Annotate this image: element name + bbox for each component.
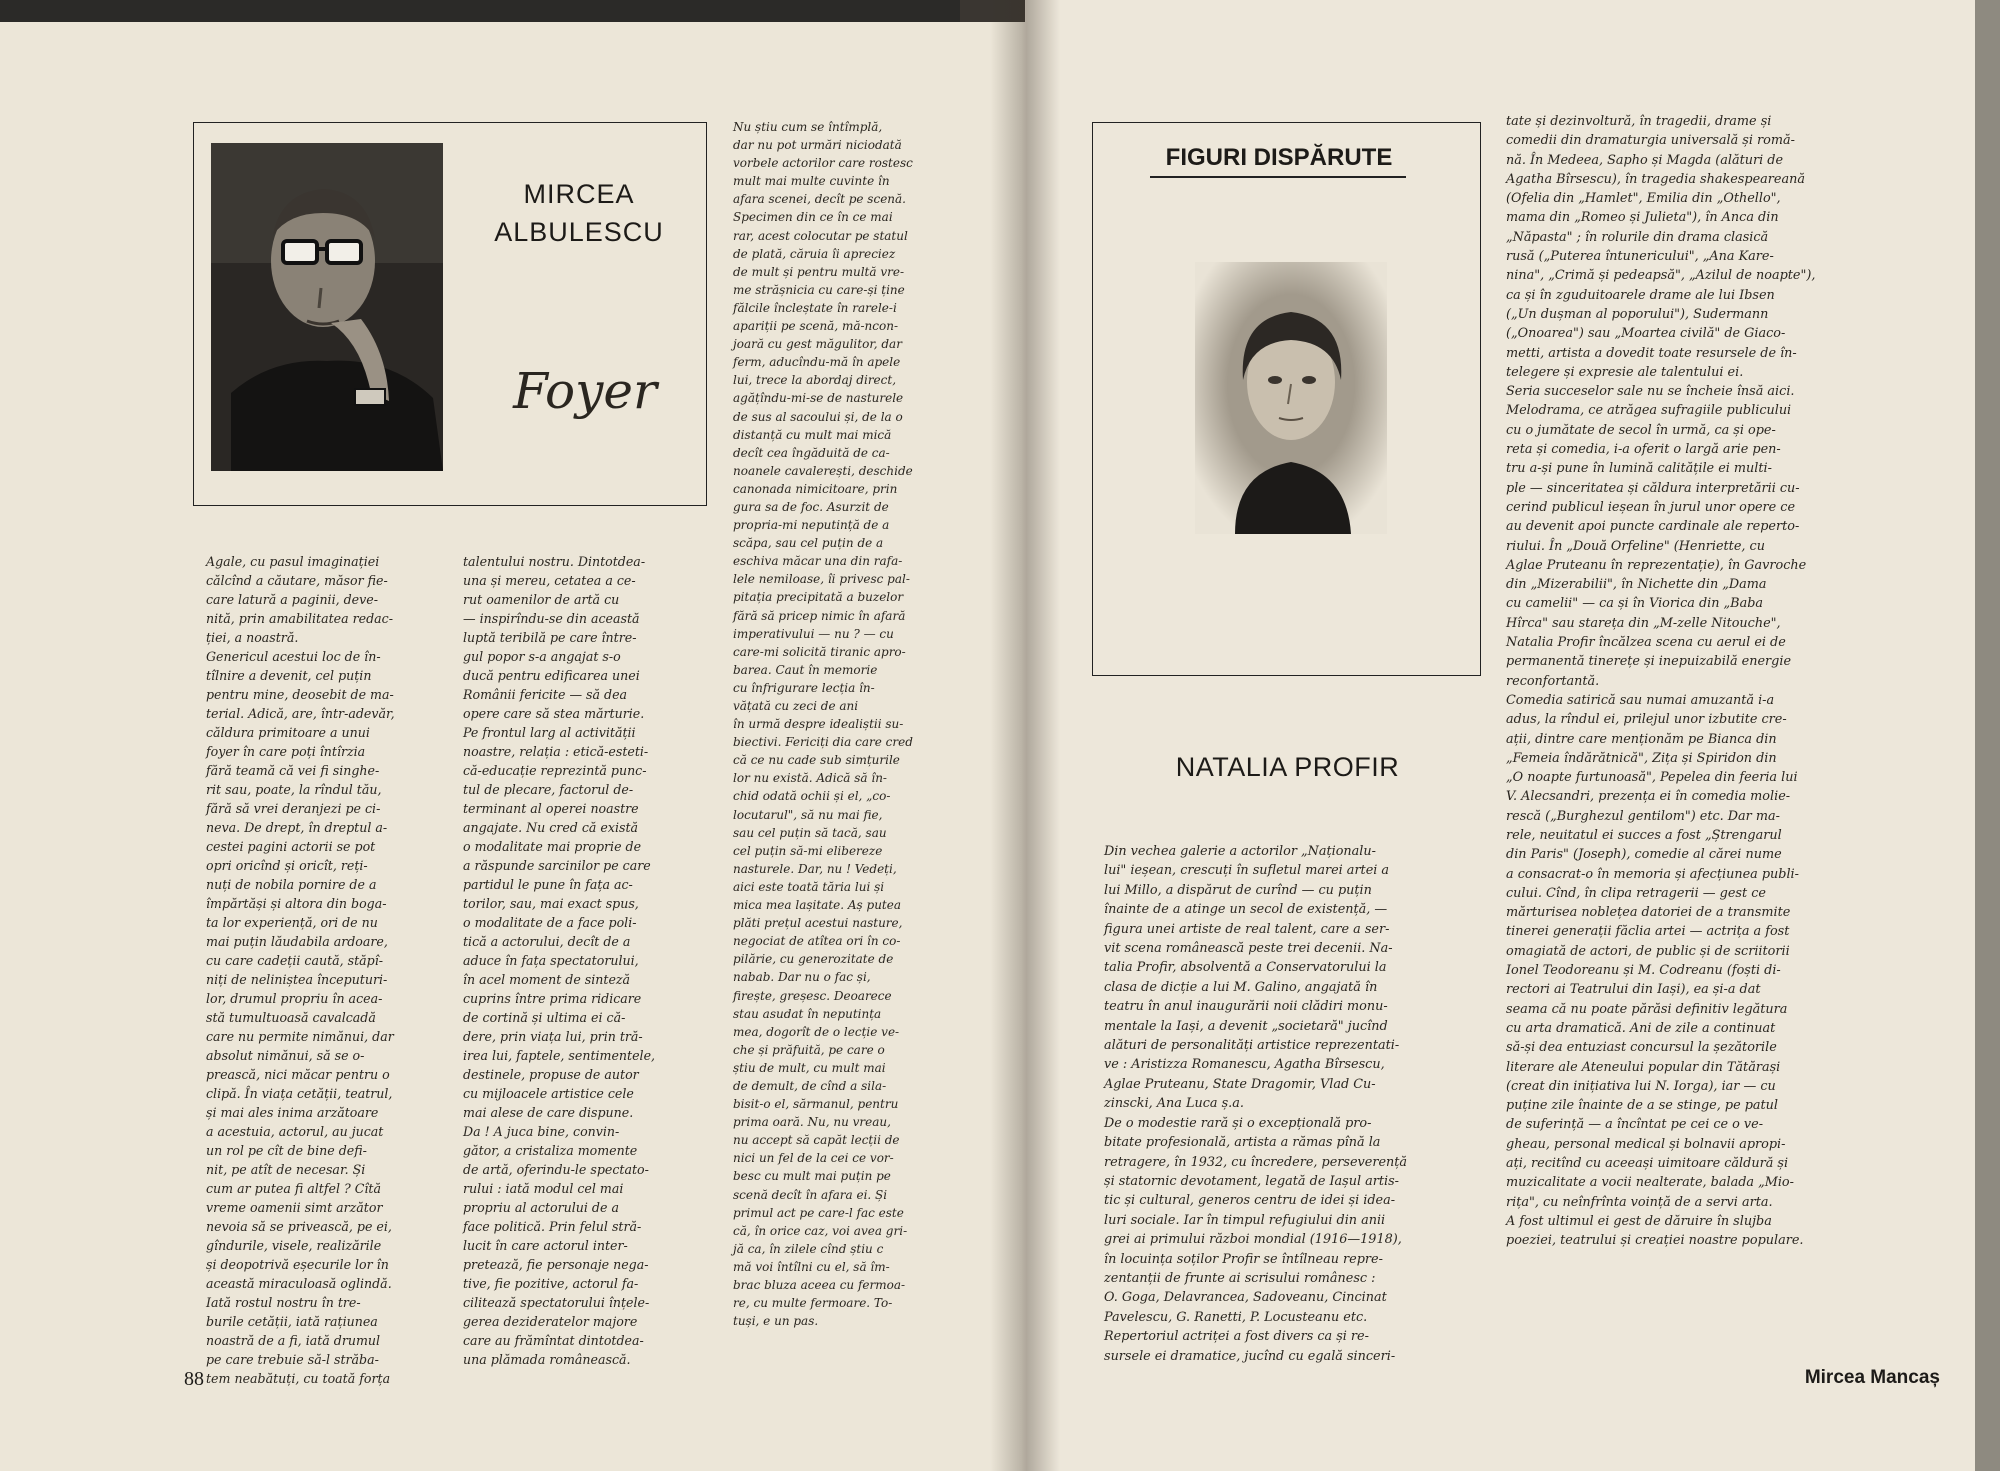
feature-title: Foyer — [513, 362, 657, 420]
page-gutter — [990, 0, 1060, 1471]
portrait-illustration — [211, 143, 443, 471]
actor-name: MIRCEA ALBULESCU — [494, 179, 664, 247]
author-signature: Mircea Mancaș — [1804, 1367, 1940, 1388]
page-edge — [1975, 0, 2000, 1471]
obituary-column-1: Din vechea galerie a actorilor „Naționalu- lui" ieșean, crescuți în sufletul marei artei a lui Millo, a dispărut de curînd — cu puțin înainte de a atinge un secol de existență, — figura unei artiste de real talent, care a ser- vit scena românească peste trei decenii. Na- talia Profir, absolventă a Conservatorului la clasa de dicție a lui M. Galino, angajată în teatru în anul inaugurării noii clădiri monu- mentale la Iași, a devenit „societară" jucînd alături de personalități artistice reprezentati- ve : Aristizza Romanescu, Agatha Bîrsescu, Aglae Pruteanu, State Dragomir, Vlad Cu- zinscki, Ana Luca ș.a. De o modestie rară și o excepțională pro- bitate profesională, artista a rămas pînă la retragere, în 1932, cu încredere, perseverență și statornic devotament, legată de Iașul artis- tic și cultural, generos centru de idei și idea- luri sociale. Iar în timpul refugiului din anii grei ai primului război mondial (1916—1918), în locuința soților Profir se întîlneau repre- zentanții de frunte ai scrisului românesc : O. Goga, Delavrancea, Sadoveanu, Cincinat Pavelescu, G. Ranetti, P. Locusteanu etc. Repertoriul actriței a fost divers ca și re- sursele ei dramatice, jucînd cu egală sinceri- — [1104, 844, 1408, 1364]
heading-underline — [1150, 176, 1406, 178]
article-column-2: talentului nostru. Dintotdea- una și mereu, cetatea a ce- rut oamenilor de artă cu — inspirîndu-se din această luptă teribilă pe care între- gul popor s-a angajat s-o ducă pentru edificarea unei Românii fericite — să dea opere care să stea mărturie. Pe frontul larg al activității noastre, relația : etică-esteti- că-educație reprezintă punc- tul de plecare, factorul de- terminant al operei noastre angajate. Nu cred că există o modalitate mai proprie de a răspunde sarcinilor pe care partidul le pune în fața ac- torilor, sau, mai exact spus, o modalitate de a face poli- tică a actorului, decît de a aduce în fața spectatorului, în acel moment de sinteză cuprins între prima ridicare de cortină și ultima ei că- dere, prin viața lui, prin tră- irea lui, faptele, sentimentele, destinele, propuse de autor cu mijloacele artistice cele mai alese de care dispune. Da ! A juca bine, convin- gător, a cristaliza momente de artă, oferindu-le spectato- rului : iată modul cel mai propriu al actorului de a face politică. Prin felul stră- lucit în care actorul inter- pretează, fie personaje nega- tive, fie pozitive, actorul fa- cilitează spectatorului înțele- gerea dezideratelor majore care au frămîntat dintotdea- una plămada românească. — [463, 554, 656, 1367]
portrait-photo-profir — [1195, 262, 1387, 534]
page-number: 88 — [184, 1368, 204, 1390]
portrait-photo-albulescu — [211, 143, 443, 471]
book-cover-edge — [0, 0, 960, 24]
portrait-illustration — [1195, 262, 1387, 534]
article-column-3: Nu știu cum se întîmplă, dar nu pot urmări niciodată vorbele actorilor care rostesc mult mai multe cuvinte în afara scenei, decît pe scenă. Specimen din ce în ce mai rar, acest colocutar pe statul de plată, căruia îi apreciez de mult și pentru multă vre- me strășnicia cu care-și ține fălcile încleștate în rarele-i apariții pe scenă, mă-ncon- joară cu gest măgulitor, dar ferm, aducîndu-mă în apele lui, trece la abordaj direct, agățîndu-mi-se de nasturele de sus al sacoului și, de la o distanță cu mult mai mică decît cea îngăduită de ca- noanele cavalerești, deschide canonada nimicitoare, prin gura sa de foc. Asurzit de propria-mi neputință de a scăpa, sau cel puțin de a eschiva măcar una din rafa- lele nemiloase, îi privesc pal- pitația precipitată a buzelor fără să pricep nimic în afară imperativului — nu ? — cu care-mi solicită tiranic apro- barea. Caut în memorie cu înfrigurare lecția în- vățată cu zeci de ani în urmă despre idealiștii su- biectivi. Fericiți dia care cred că ce nu cade sub simțurile lor nu există. Adică să în- chid odată ochii și el, „co- locutarul", să nu mai fie, sau cel puțin să tacă, sau cel puțin să-mi elibereze nasturele. Dar, nu ! Vedeți, aici este toată tăria lui și mica mea lașitate. Aș putea plăti prețul acestui nasture, negociat de atîtea ori în co- pilărie, cu generozitate de nabab. Dar nu o fac și, firește, greșesc. Deoarece stau asudat în neputința mea, dogorît de o lecție ve- che și prăfuită, pe care o știu de mult, cu mult mai de demult, de cînd a sila- bisit-o el, sărmanul, pentru prima oară. Nu, nu vreau, nu accept să capăt lecții de nici un fel de la cei ce vor- besc cu mult mai puțin pe scenă decît în afara ei. Și primul act pe care-l fac este că, în orice caz, voi avea gri- jă ca, în zilele cînd știu c mă voi întîlni cu el, să îm- brac bluza aceea cu fermoa- re, cu multe fermoare. To- tuși, e un pas. — [733, 120, 913, 1329]
obituary-name: NATALIA PROFIR — [1175, 752, 1400, 782]
article-column-1: Agale, cu pasul imaginației călcînd a căutare, măsor fie- care latură a paginii, deve- nită, prin amabilitatea redac- ției, a noastră. Genericul acestui loc de în- tîlnire a devenit, cel puțin pentru mine, deosebit de ma- terial. Adică, are, într-adevăr, căldura primitoare a unui foyer în care poți întîrzia fără teamă că vei fi singhe- rit sau, poate, la rîndul tău, fără să vrei deranjezi pe ci- neva. De drept, în dreptul a- cestei pagini actorii se pot opri oricînd și oricît, reți- nuți de nobila pornire de a împărtăși și altora din boga- ta lor experiență, ori de nu mai puțin lăudabila ardoare, cu care cadeții caută, stăpî- niți de neliniștea începuturi- lor, drumul propriu în acea- stă tumultuoasă cavalcadă care nu permite nimănui, dar absolut nimănui, să se o- prească, nici măcar pentru o clipă. În viața cetății, teatrul, și mai ales inima arzătoare a acestuia, actorul, au jucat un rol pe cît de bine defi- nit, pe atît de necesar. Și cum ar putea fi altfel ? Cîtă vreme oamenii simt arzător nevoia să se privească, pe ei, gîndurile, visele, realizările și deopotrivă eșecurile lor în această miraculoasă oglindă. Iată rostul nostru în tre- burile cetății, iată rațiunea noastră de a fi, iată drumul pe care trebuie să-l străba- tem neabătuți, cu toată forța — [206, 554, 395, 1386]
section-heading: FIGURI DISPĂRUTE — [1165, 144, 1393, 171]
obituary-column-2: tate și dezinvoltură, în tragedii, drame și comedii din dramaturgia universală și romă- nă. În Medeea, Sapho și Magda (alături de Agatha Bîrsescu), în tragedia shakespeareană (Ofelia din „Hamlet", Emilia din „Othello", mama din „Romeo și Julieta"), în Anca din „Năpasta" ; în rolurile din drama clasică rusă („Puterea întunericului", „Ana Kare- nina", „Crimă și pedeapsă", „Azilul de noapte"), ca și în zguduitoarele drame ale lui Ibsen („Un dușman al poporului"), Sudermann („Onoarea") sau „Moartea civilă" de Giaco- metti, artista a dovedit toate resursele de în- telegere și expresie ale talentului ei. Seria succeselor sale nu se încheie însă aici. Melodrama, ce atrăgea sufragiile publicului cu o jumătate de secol în urmă, ca și ope- reta și comedia, i-a oferit o largă arie pen- tru a-și pune în lumină calitățile ei multi- ple — sinceritatea și căldura interpretării cu- cerind publicul ieșean în jurul unor opere ce au devenit apoi puncte cardinale ale reperto- riului. În „Două Orfeline" (Henriette, cu Aglae Pruteanu în reprezentație), în Gavroche din „Mizerabilii", în Nichette din „Dama cu camelii" — ca și în Viorica din „Baba Hîrca" sau stareța din „M-zelle Nitouche", Natalia Profir încălzea scena cu aerul ei de permanentă tinerețe și inepuizabilă energie reconfortantă. Comedia satirică sau numai amuzantă i-a adus, la rîndul ei, prilejul unor izbutite cre- ații, dintre care menționăm pe Bianca din „Femeia îndărătnică", Zița și Spiridon din „O noapte furtunoasă", Pepelea din feeria lui V. Alecsandri, prezența ei în comedia molie- rescă („Burghezul gentilom") etc. Dar ma- rele, neuitatul ei succes a fost „Ștrengarul din Paris" (Joseph), comedie al cărei nume a consacrat-o în memoria și afecțiunea publi- cului. Cînd, în clipa retragerii — gest ce mărturisea noblețea datoriei de a transmite tinerei generații făclia artei — actrița a fost omagiată de actori, de public și de scriitorii Ionel Teodoreanu și M. Codreanu (foști di- rectori ai Teatrului din Iași), ea și-a dat seama că nu poate părăsi definitiv legătura cu arta dramatică. Ani de zile a continuat să-și dea entuziast concursul la șezătorile literare ale Ateneului popular din Tătărași (creat din inițiativa lui N. Iorga), iar — cu puține zile înainte de a se stinge, pe patul de suferință — a încîntat pe cei ce o ve- gheau, personal medical și bolnavii apropi- ați, recitînd cu aceeași uimitoare căldură și muzicalitate a vocii nealterate, balada „Mio- rița", cu neînfrînta voință de a servi arta. A fost ultimul ei gest de dăruire în slujba poeziei, teatrului și creației noastre populare. — [1506, 114, 1816, 1249]
